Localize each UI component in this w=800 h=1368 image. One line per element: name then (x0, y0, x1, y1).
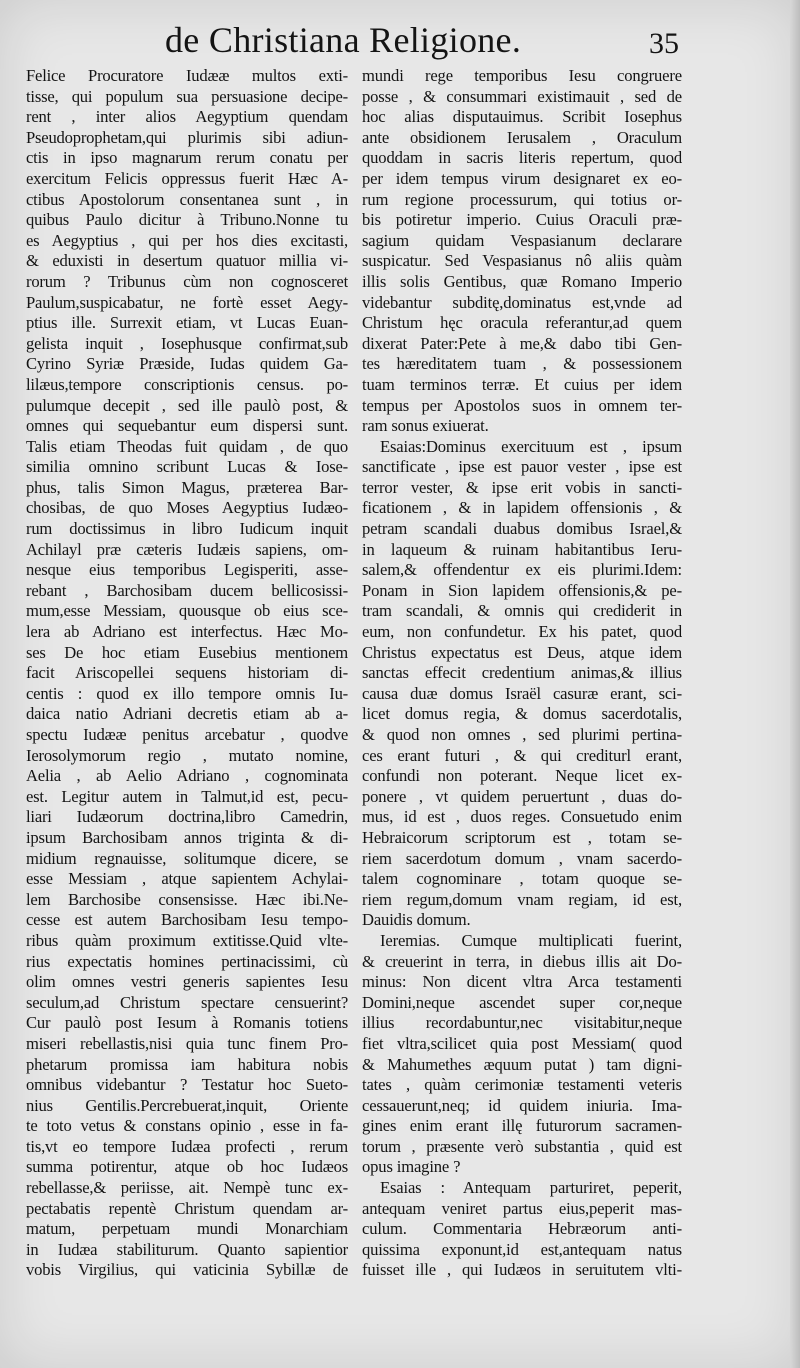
text-line: & eduxisti in desertum quatuor millia vi- (26, 251, 348, 271)
text-line: ipsum Barchosibam annos triginta & di- (26, 827, 348, 847)
text-line: Dauidis domum. (362, 910, 471, 930)
text-line: summa potirentur, atque ob hoc Iudæos (26, 1157, 348, 1177)
text-line: facit Ariscopellei sequens historiam di- (26, 663, 348, 683)
text-line: terror vester, & ipse erit vobis in sancti- (362, 477, 682, 497)
text-line: Ponam in Sion lapidem offensionis,& pe- (362, 580, 682, 600)
text-line: ram sonus exiuerat. (362, 416, 489, 436)
text-line: vobis Virgilius, qui vaticinia Sybillæ de (26, 1260, 348, 1280)
text-line: bis potiretur imperio. Cuius Oraculi præ- (362, 210, 682, 230)
text-line: rius expectatis homines pertinacissimi, cù (26, 951, 348, 971)
text-line: in Iudæa stabiliturum. Quanto sapientior (26, 1239, 348, 1259)
text-line: rebellasse,& periisse, ait. Nempè tunc ex- (26, 1178, 348, 1198)
text-line: olim omnes vestri generis sapientes Iesu (26, 972, 348, 992)
text-line: torum , præsente verò substantia , quid est (362, 1136, 682, 1156)
text-line: cesse est autem Barchosibam Iesu tempo- (26, 910, 348, 930)
text-line: lilæus,tempore conscriptionis census. po- (26, 374, 348, 394)
text-line: tates , quàm cerimoniæ testamenti veteris (362, 1075, 682, 1095)
text-line: & quod non omnes , sed plurimi pertina- (362, 725, 682, 744)
text-line: videbantur subditę,dominatus est,vnde ad (362, 292, 682, 312)
text-line: mum,esse Messiam, quousque ob eius sce- (26, 601, 348, 621)
text-line: seculum,ad Christum spectare censuerint? (26, 992, 348, 1012)
text-line: Aelia , ab Aelio Adriano , cognominata (26, 766, 348, 786)
text-line: te toto vetus & constans opinio , esse in fa- (26, 1116, 348, 1136)
text-line: ficationem , & in lapidem offensionis , & (362, 498, 682, 518)
text-line: confundi non poterant. Neque licet ex- (362, 766, 682, 786)
text-line: ponere , vt quidem peruertunt , duas do- (362, 786, 682, 806)
text-line: pulumque decepit , sed ille paulò post, & (26, 395, 348, 415)
text-line: sagium quidam Vespasianum declarare (362, 230, 682, 250)
text-line: phus, talis Simon Magus, præterea Bar- (26, 477, 348, 497)
text-line: mundi rege temporibus Iesu congruere (362, 66, 682, 85)
text-line: dixerat Pater:Pete à me,& dabo tibi Gen- (362, 333, 682, 353)
text-line: eum, non confundetur. Ex his patet, quod (362, 622, 682, 642)
text-line: & creuerint in terra, in diebus illis ait Do- (362, 951, 682, 971)
text-line: pectabatis repentè Christum quendam ar- (26, 1198, 348, 1218)
text-line: gelista inquit , Iosephusque confirmat,sub (26, 333, 348, 353)
text-line: omnes qui sequebantur eum dispersi sunt. (26, 416, 348, 436)
text-line: ptius ille. Surrexit etiam, vt Lucas Euan- (26, 313, 348, 333)
text-line: Christus expectatus est Deus, atque idem (362, 642, 682, 662)
text-line: licet domus regia, & domus sacerdotalis, (362, 704, 682, 724)
text-line: nesque eius temporibus Legisperiti, asse- (26, 560, 348, 580)
text-line: ante obsidionem Ierusalem , Oraculum (362, 127, 682, 147)
text-line: mus, id est , duos reges. Consuetudo enim (362, 807, 682, 827)
text-line: Achilayl præ cæteris Iudæis sapiens, om- (26, 539, 348, 559)
text-line: illius recordabuntur,nec visitabitur,neque (362, 1013, 682, 1033)
text-line: rebant , Barchosibam ducem bellicosissi- (26, 580, 348, 600)
text-line: hoc alias disputauimus. Scribit Iosephus (362, 107, 682, 127)
text-line: rorum ? Tribunus cùm non cognosceret (26, 271, 348, 291)
text-line: tuam terminos terræ. Et cuius per idem (362, 374, 682, 394)
text-line: gines enim erant illę futurorum sacramen- (362, 1116, 682, 1136)
left-text-column (26, 66, 348, 1281)
text-line: sanctas effecit credentium animas,& illius (362, 663, 682, 683)
text-line: tram scandali, & omnis qui crediderit in (362, 601, 682, 621)
text-line: posse , & consummari existimauit , sed de (362, 86, 682, 106)
text-line: riem regum,domum vnam regiam, id est, (362, 889, 682, 909)
text-line: spectu Iudææ penitus arcebatur , quodve (26, 725, 348, 744)
text-line: Hebraicorum scriptorum est , totam se- (362, 827, 682, 847)
text-line: cessauerunt,neq; id quidem iniuria. Ima- (362, 1095, 682, 1115)
text-line: daica natio Adriani decretis etiam ab a- (26, 704, 348, 724)
text-line: chosibas, de quo Moses Aegyptius Iudæo- (26, 498, 348, 518)
text-line: salem,& offendentur ex eis plurimi.Idem: (362, 560, 682, 580)
text-line: illis solis Gentibus, quæ Romano Imperio (362, 271, 682, 291)
text-line: opus imagine ? (362, 1157, 461, 1177)
text-line: tisse, qui populum sua persuasione decipe- (26, 86, 348, 106)
text-line: fiet vltra,scilicet quia post Messiam( quod (362, 1033, 682, 1053)
text-line: Talis etiam Theodas fuit quidam , de quo (26, 436, 348, 456)
text-line: suspicatur. Sed Vespasianus nô aliis quàm (362, 251, 682, 271)
text-line: liari Iudæorum doctrina,libro Camedrin, (26, 807, 348, 827)
text-line: ctibus Apostolorum consentanea sunt , in (26, 189, 348, 209)
right-text-column (362, 66, 682, 1281)
text-line: Christum hęc oracula referantur,ad quem (362, 313, 682, 333)
text-line: Cur paulò post Iesum à Romanis totiens (26, 1013, 348, 1033)
text-line: phetarum promissa iam habitura nobis (26, 1054, 348, 1074)
text-line: culum. Commentaria Hebræorum anti- (362, 1219, 682, 1239)
text-line: Felice Procuratore Iudææ multos exti- (26, 66, 348, 85)
text-line: ses De hoc etiam Eusebius mentionem (26, 642, 348, 662)
text-line: Domini,neque ascendet super cor,neque (362, 992, 682, 1012)
text-line: in laqueum & ruinam habitantibus Ieru- (362, 539, 682, 559)
text-line: exercitum Felicis oppressus fuerit Hæc A- (26, 168, 348, 188)
text-line: causa duæ domus Israël casuræ erant, sci- (362, 683, 682, 703)
text-line: Esaias : Antequam parturiret, peperit, (380, 1178, 682, 1198)
text-line: sanctificate , ipse est pauor vester , ipse est (362, 457, 682, 477)
text-line: rum doctissimus in libro Iudicum inquit (26, 519, 348, 539)
text-line: Cyrino Syriæ Præside, Iudas quidem Ga- (26, 354, 348, 374)
text-line: es Aegyptius , qui per hos dies excitasti, (26, 230, 348, 250)
text-line: fuisset ille , qui Iudæos in seruitutem vlti- (362, 1260, 682, 1280)
text-line: minus: Non dicent vltra Arca testamenti (362, 972, 682, 992)
text-line: tis,vt eo tempore Iudæa profecti , rerum (26, 1136, 348, 1156)
text-line: nius Gentilis.Percrebuerat,inquit, Oriente (26, 1095, 348, 1115)
text-line: petram scandali duabus domibus Israel,& (362, 519, 682, 539)
text-line: quoddam in sacris literis repertum, quod (362, 148, 682, 168)
text-line: Paulum,suspicabatur, ne fortè esset Aegy- (26, 292, 348, 312)
text-line: matum, perpetuam mundi Monarchiam (26, 1219, 348, 1239)
text-line: est. Legitur autem in Talmut,id est, pecu- (26, 786, 348, 806)
running-head-title: de Christiana Religione. (165, 20, 522, 60)
text-line: ribus quàm proximum extitisse.Quid vlte- (26, 930, 348, 950)
text-line: rum regione processurum, qui totius or- (362, 189, 682, 209)
text-line: omnibus videbantur ? Testatur hoc Sueto- (26, 1075, 348, 1095)
text-line: esse Messiam , atque sapientem Achylai- (26, 869, 348, 889)
text-line: centis : quod ex illo tempore omnis Iu- (26, 683, 348, 703)
text-line: Ierosolymorum regio , mutato nomine, (26, 745, 348, 765)
text-line: lera ab Adriano est interfectus. Hæc Mo- (26, 622, 348, 642)
text-line: Ieremias. Cumque multiplicati fuerint, (380, 930, 682, 950)
text-line: riem sacerdotum domum , vnam sacerdo- (362, 848, 682, 868)
page-number: 35 (649, 27, 679, 60)
text-line: miseri rebellastis,nisi quia tunc finem Pro- (26, 1033, 348, 1053)
text-line: Esaias:Dominus exercituum est , ipsum (380, 436, 682, 456)
text-line: quissima exponunt,id est,antequam natus (362, 1239, 682, 1259)
text-line: antequam veniret partus eius,peperit mas- (362, 1198, 682, 1218)
text-line: similia omnino scribunt Lucas & Iose- (26, 457, 348, 477)
text-line: tes hæreditatem tuam , & possessionem (362, 354, 682, 374)
text-line: ces erant futuri , & qui crediturl erant, (362, 745, 682, 765)
text-line: per idem tempus virum designaret ex eo- (362, 168, 682, 188)
text-line: ctis in ipso magnarum rerum conatu per (26, 148, 348, 168)
text-line: Pseudoprophetam,qui plurimis sibi adiun- (26, 127, 348, 147)
text-line: midium regnauisse, solitumque dicere, se (26, 848, 348, 868)
text-line: & Mahumethes æquum putat ) tam digni- (362, 1054, 682, 1074)
page-edge (790, 0, 800, 1368)
text-line: talem cognominare , totam quoque se- (362, 869, 682, 889)
text-line: lem Barchosibe consensisse. Hæc ibi.Ne- (26, 889, 348, 909)
text-line: rent , inter alios Aegyptium quendam (26, 107, 348, 127)
text-line: tempus per Apostolos suos in omnem ter- (362, 395, 682, 415)
text-line: quibus Paulo dicitur à Tribuno.Nonne tu (26, 210, 348, 230)
